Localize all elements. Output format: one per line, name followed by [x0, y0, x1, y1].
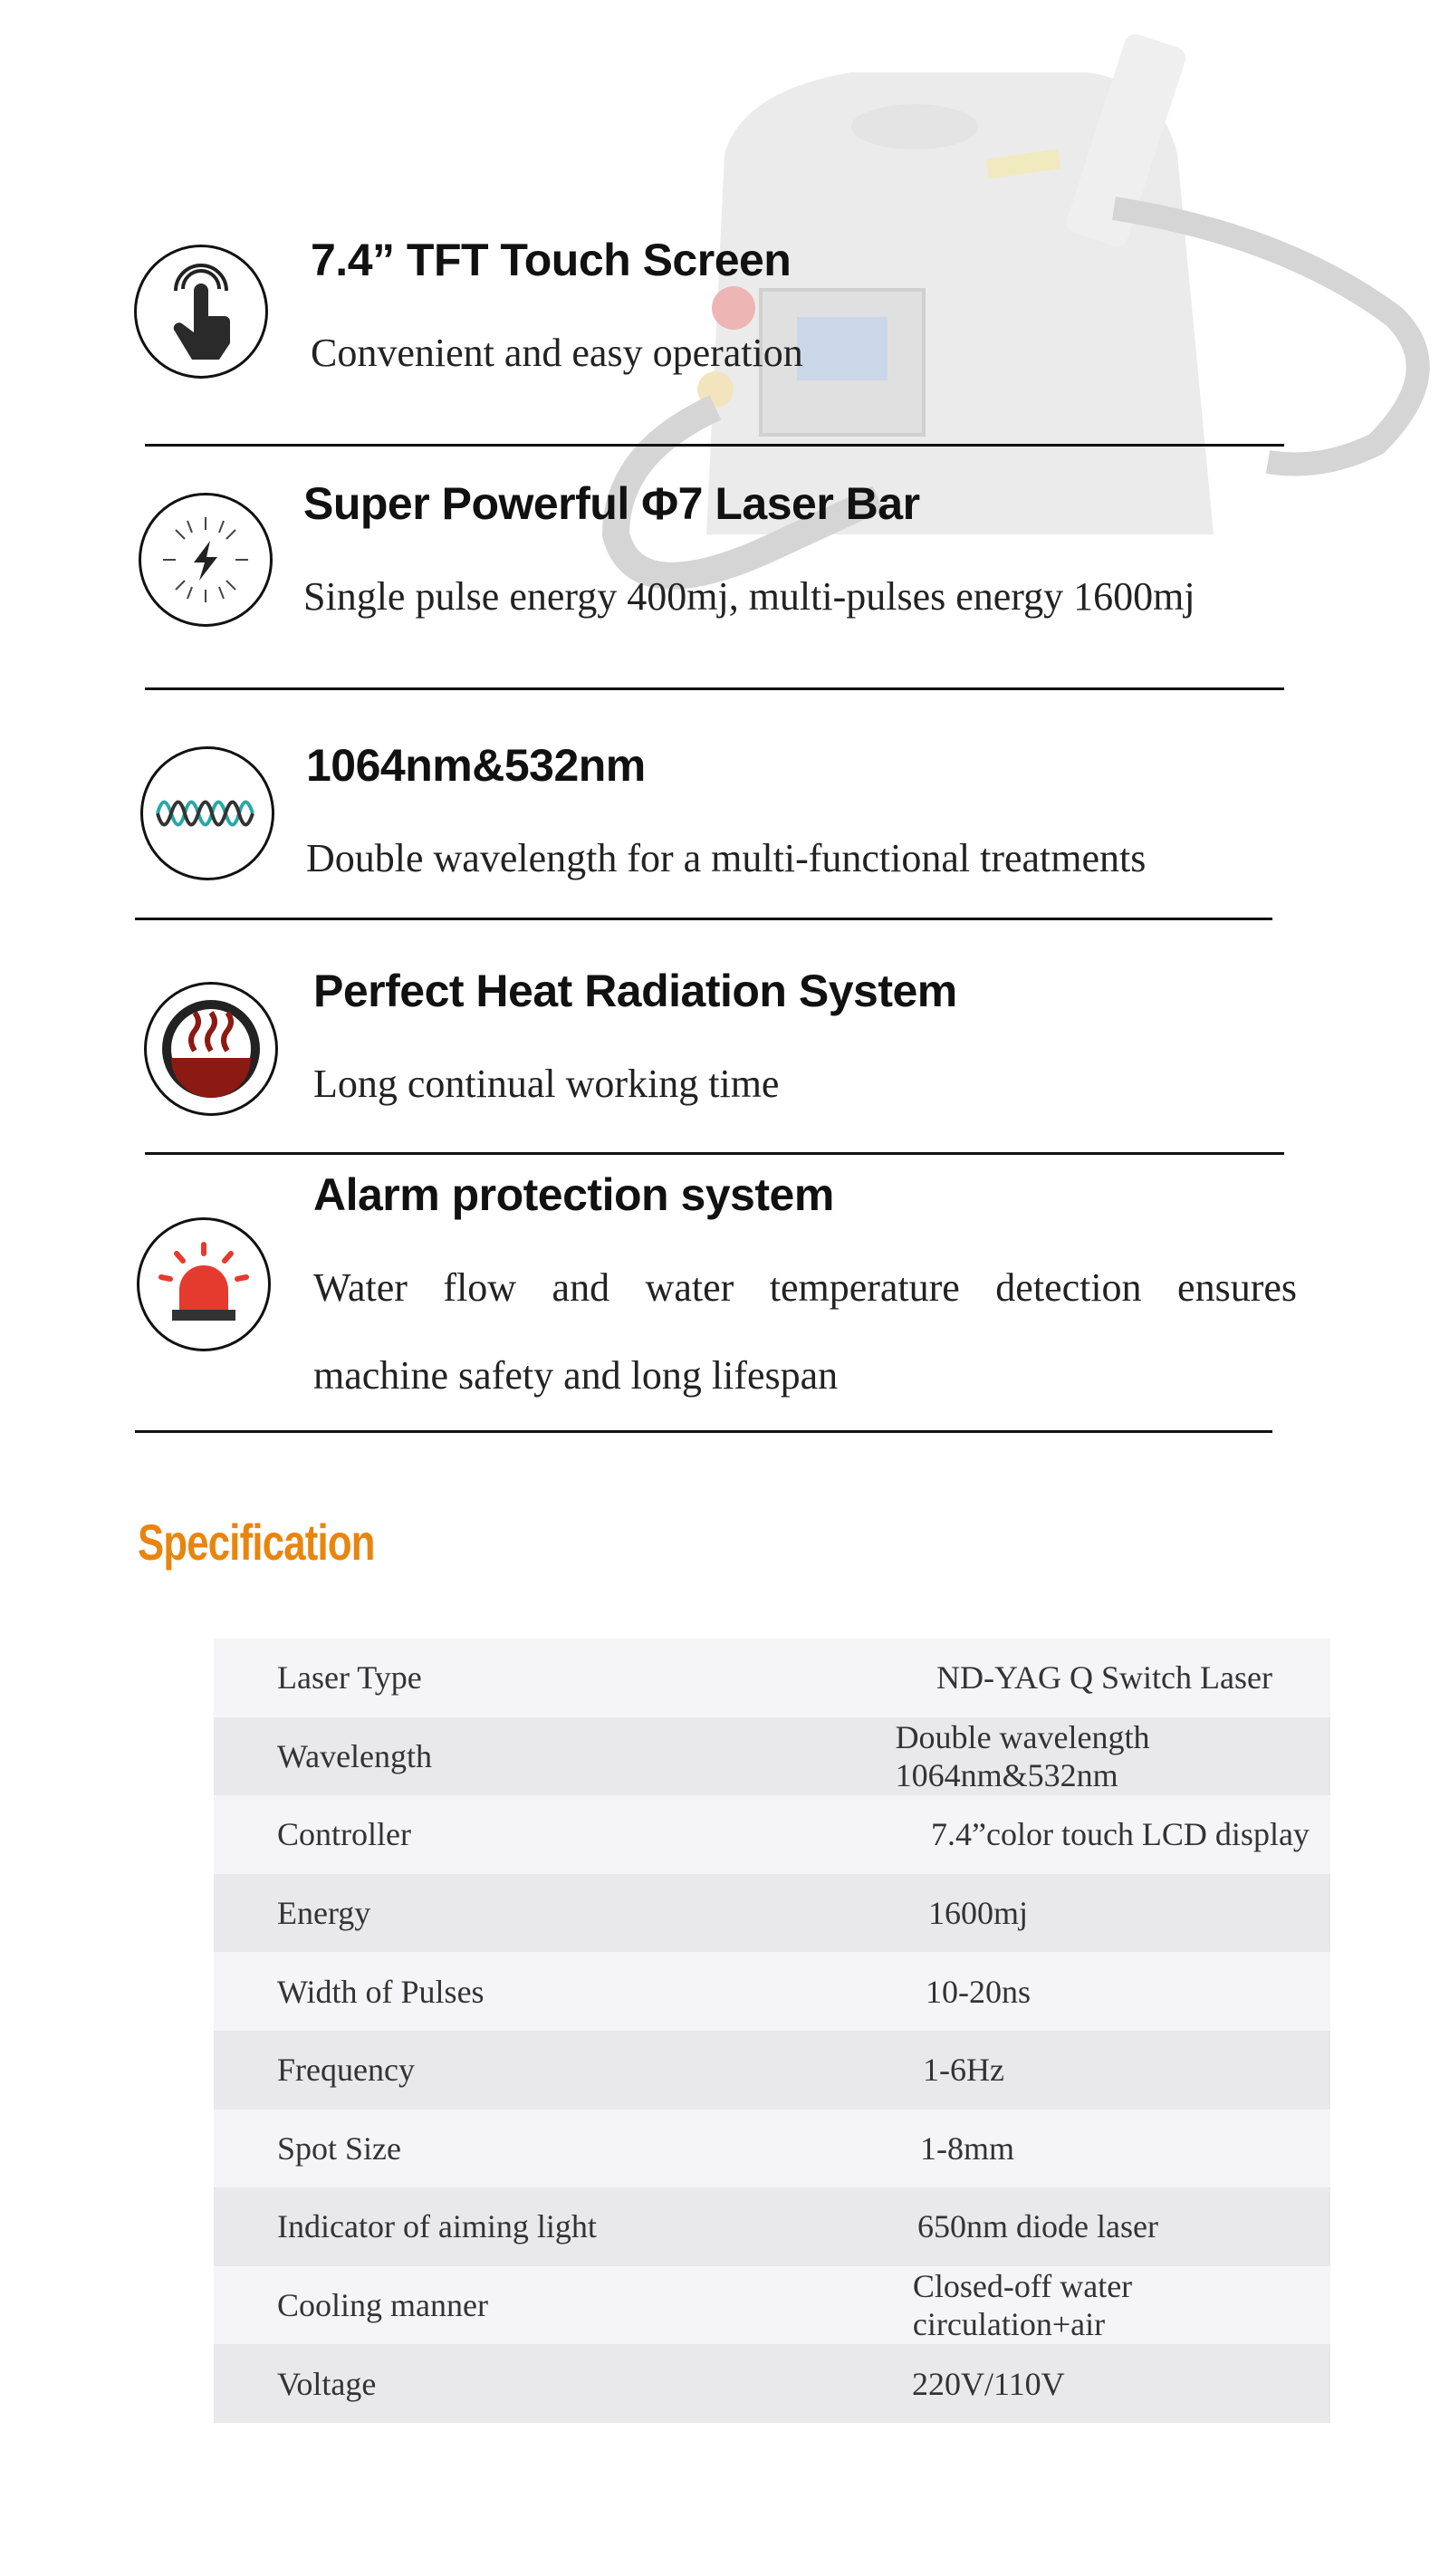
- feature-desc-line2: machine safety and long lifespan: [313, 1353, 839, 1398]
- divider: [135, 1430, 1272, 1433]
- feature-title: 1064nm&532nm: [306, 740, 646, 791]
- spec-row: [214, 2187, 1330, 2266]
- spec-label: Voltage: [277, 2365, 377, 2402]
- touch-hand-icon: [134, 245, 268, 379]
- spec-value: 1-6Hz: [923, 2052, 1004, 2089]
- spec-row: [214, 1952, 1330, 2031]
- spec-value: 220V/110V: [912, 2365, 1065, 2402]
- spec-row: [214, 1874, 1330, 1953]
- spec-label: Energy: [277, 1895, 371, 1932]
- feature-title: 7.4” TFT Touch Screen: [311, 235, 792, 285]
- spec-label: Indicator of aiming light: [277, 2208, 597, 2245]
- spec-row: [214, 1795, 1330, 1874]
- spec-label: Wavelength: [277, 1737, 433, 1774]
- spec-label: Width of Pulses: [277, 1973, 485, 2010]
- lightning-burst-icon: [139, 493, 273, 627]
- spec-label: Laser Type: [277, 1659, 422, 1697]
- specification-table: [214, 1639, 1330, 2423]
- divider: [135, 918, 1272, 920]
- divider: [145, 444, 1284, 447]
- feature-desc: Double wavelength for a multi-functional treatments: [306, 836, 1147, 880]
- feature-title: Alarm protection system: [313, 1169, 834, 1220]
- spec-value: 10-20ns: [926, 1973, 1031, 2010]
- heat-radiation-icon: [144, 982, 278, 1116]
- feature-desc: Single pulse energy 400mj, multi-pulses energy 1600mj: [303, 574, 1195, 619]
- alarm-siren-icon: [137, 1217, 271, 1351]
- spec-value: Double wavelength 1064nm&532nm: [895, 1718, 1150, 1793]
- spec-value: 650nm diode laser: [917, 2208, 1158, 2245]
- spec-label: Cooling manner: [277, 2287, 488, 2324]
- feature-desc: Long continual working time: [313, 1062, 780, 1106]
- spec-value: 1600mj: [928, 1895, 1029, 1932]
- spec-row: [214, 2344, 1330, 2423]
- feature-title: Super Powerful Φ7 Laser Bar: [303, 478, 920, 529]
- feature-desc: Water flow and water temperature detection ensures: [313, 1265, 1297, 1310]
- spec-row: [214, 1717, 1330, 1796]
- spec-label: Spot Size: [277, 2129, 402, 2167]
- spec-row: [214, 2031, 1330, 2110]
- spec-row: [214, 2266, 1330, 2345]
- wave-icon: [140, 746, 274, 880]
- spec-value: ND-YAG Q Switch Laser: [936, 1659, 1272, 1697]
- spec-row: [214, 2110, 1330, 2188]
- spec-value: 1-8mm: [920, 2129, 1014, 2167]
- divider: [145, 687, 1284, 690]
- spec-value: Closed-off water circulation+air: [912, 2268, 1133, 2343]
- spec-value: 7.4”color touch LCD display: [931, 1816, 1310, 1853]
- specification-heading: Specification: [138, 1514, 375, 1571]
- spec-label: Frequency: [277, 2052, 415, 2089]
- spec-label: Controller: [277, 1816, 411, 1853]
- feature-desc: Convenient and easy operation: [311, 331, 803, 375]
- feature-title: Perfect Heat Radiation System: [313, 966, 957, 1016]
- spec-row: [214, 1639, 1330, 1717]
- divider: [145, 1152, 1284, 1155]
